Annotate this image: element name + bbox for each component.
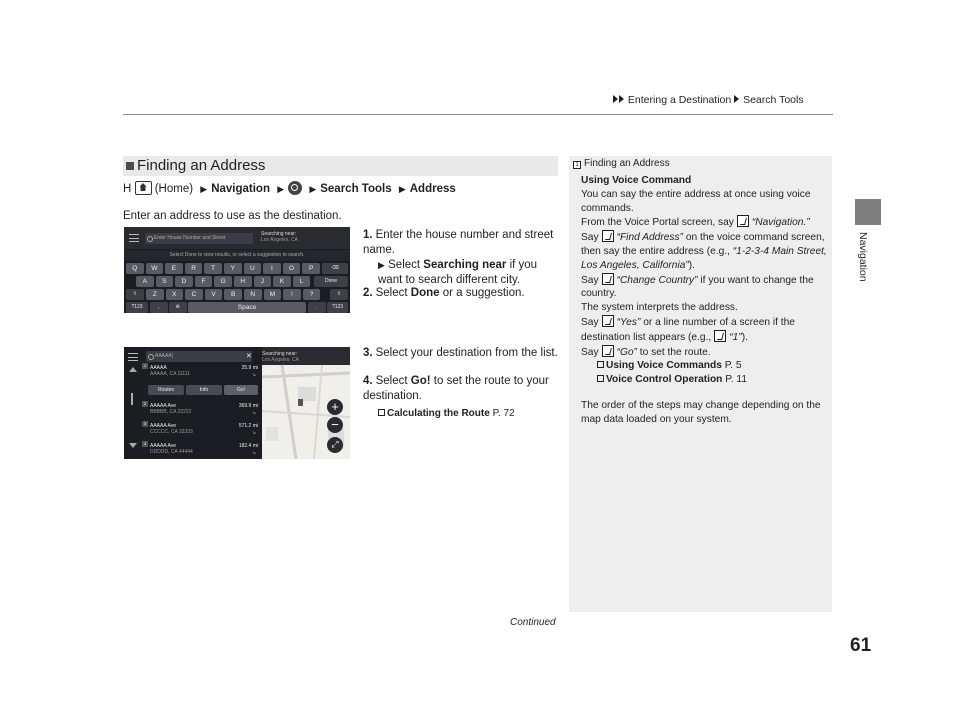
key-r[interactable]: R <box>185 263 203 274</box>
voice-phrase: “1-2-3-4 Main Street, Los Angeles, California” <box>581 245 827 271</box>
note-text: if you want to change the country. <box>581 274 814 300</box>
section-heading <box>123 156 558 176</box>
home-icon <box>135 181 152 195</box>
result-address: DDDDD, CA 44444 <box>150 449 193 455</box>
reference-icon <box>378 409 385 416</box>
result-name: AAAAA Ave <box>150 403 177 409</box>
shift-key[interactable]: ⇧ <box>330 289 348 300</box>
voice-command-icon <box>602 315 614 327</box>
reference-page: P. 72 <box>492 408 515 419</box>
space-key[interactable]: Space <box>188 302 306 313</box>
symbols-key[interactable]: ?123 <box>126 302 148 313</box>
key-exclamation[interactable]: ! <box>283 289 301 300</box>
header-rule <box>123 114 833 115</box>
substep-post: if you want to search different city. <box>378 259 538 286</box>
step-post: or a suggestion. <box>442 287 525 299</box>
direction-arrow-icon: ↘ <box>251 430 256 436</box>
step-number: 3. <box>363 347 373 359</box>
language-key[interactable]: ⊕ <box>169 302 187 313</box>
substep-pre: Select <box>388 259 421 271</box>
searching-near-city: Los Angeles, CA <box>262 357 299 363</box>
triangle-bullet-icon <box>619 95 624 103</box>
note-text: ). <box>688 259 696 271</box>
step-option: Done <box>410 287 440 299</box>
page-number: 61 <box>850 635 872 656</box>
key-question[interactable]: ? <box>303 289 321 300</box>
fullscreen-icon[interactable]: ⤢ <box>327 437 343 453</box>
arrow-icon: ▶ <box>398 184 406 194</box>
scroll-up-icon[interactable] <box>129 367 137 372</box>
triangle-bullet-icon <box>734 95 739 103</box>
shift-key[interactable]: ⇧ <box>126 289 144 300</box>
substep-option: Searching near <box>423 259 507 271</box>
cross-reference[interactable] <box>581 373 831 387</box>
searching-near-label: Searching near: <box>261 231 297 237</box>
voice-phrase: “Change Country” <box>616 274 698 286</box>
results-scroll-rail <box>124 347 140 459</box>
step-substep <box>363 258 558 288</box>
backspace-key[interactable]: ⌫ <box>322 263 348 274</box>
note-text: Say <box>581 346 599 358</box>
direction-arrow-icon: ↘ <box>251 410 256 416</box>
voice-command-icon <box>737 215 749 227</box>
key-p[interactable]: P <box>302 263 320 274</box>
key-y[interactable]: Y <box>224 263 242 274</box>
result-distance: 182.4 mi <box>238 443 258 449</box>
step-text: Enter the house number and street name. <box>363 229 554 256</box>
cross-reference[interactable] <box>363 406 558 421</box>
reference-title: Calculating the Route <box>387 408 490 419</box>
triangle-bullet-icon <box>613 95 618 103</box>
reference-icon <box>597 375 604 382</box>
note-text: to set the route. <box>639 346 711 358</box>
voice-command-icon <box>602 345 614 357</box>
note-subhead: Using Voice Command <box>581 175 692 186</box>
key-l[interactable]: L <box>293 276 311 287</box>
result-name: AAAAA Ave <box>150 443 177 449</box>
period-key[interactable]: . <box>308 302 326 313</box>
go-button[interactable]: Go! <box>224 385 258 395</box>
key-j[interactable]: J <box>254 276 272 287</box>
note-text: Say <box>581 274 599 286</box>
result-number: 4 <box>143 441 147 446</box>
direction-arrow-icon: ↘ <box>251 372 256 378</box>
scrollbar-thumb[interactable] <box>131 393 133 405</box>
searching-near-button[interactable] <box>261 231 298 243</box>
arrow-icon: ▶ <box>378 260 385 270</box>
key-o[interactable]: O <box>283 263 301 274</box>
routes-button[interactable]: Routes <box>148 385 184 395</box>
step-post: to set the route to your destination. <box>363 375 549 402</box>
key-s[interactable]: S <box>156 276 174 287</box>
note-paragraph <box>581 215 831 230</box>
note-text: on the voice command screen, then say the entire address (e.g., <box>581 232 825 257</box>
step-2 <box>363 286 558 301</box>
map-view[interactable] <box>262 347 350 459</box>
list-item[interactable] <box>150 423 258 435</box>
step-number: 2. <box>363 287 373 299</box>
searching-near-button[interactable] <box>262 351 299 363</box>
results-list <box>140 363 262 459</box>
result-distance: 25.9 mi <box>241 365 258 371</box>
key-m[interactable]: M <box>264 289 282 300</box>
key-k[interactable]: K <box>273 276 291 287</box>
step-pre: Select <box>375 375 408 387</box>
result-address: CCCCC, CA 33333 <box>150 429 193 435</box>
result-address: BBBBB, CA 22222 <box>150 409 192 415</box>
menu-path <box>123 181 456 195</box>
keyboard-hint: Select Done to view results, or select a suggestion to search. <box>124 250 350 261</box>
direction-arrow-icon: ↘ <box>251 450 256 456</box>
key-t[interactable]: T <box>204 263 222 274</box>
path-navigation: Navigation <box>211 183 270 195</box>
chapter-label: Navigation <box>857 232 869 282</box>
continued-label: Continued <box>510 617 556 628</box>
key-u[interactable]: U <box>244 263 262 274</box>
voice-phrase: “Go” <box>616 346 637 358</box>
result-address: AAAAA, CA 11111 <box>150 371 190 377</box>
key-q[interactable]: Q <box>126 263 144 274</box>
clear-icon[interactable]: ✕ <box>246 353 252 360</box>
menu-icon[interactable] <box>129 234 139 242</box>
note-text: Say <box>581 232 599 244</box>
voice-phrase: “Yes” <box>616 316 641 328</box>
result-distance: 369.9 mi <box>238 403 258 409</box>
key-f[interactable]: F <box>195 276 213 287</box>
reference-title: Using Voice Commands <box>606 360 722 372</box>
voice-command-icon <box>602 273 614 285</box>
note-text: ). <box>741 331 748 343</box>
result-number: 3 <box>143 421 147 426</box>
key-g[interactable]: G <box>214 276 232 287</box>
voice-command-icon <box>714 330 726 342</box>
key-e[interactable]: E <box>165 263 183 274</box>
breadcrumb <box>613 94 804 106</box>
note-paragraph: The order of the steps may change depending on the map data loaded on your system. <box>581 399 821 425</box>
reference-page: P. 11 <box>725 374 747 386</box>
note-paragraph: The system interprets the address. <box>581 302 738 314</box>
key-i[interactable]: I <box>263 263 281 274</box>
result-name: AAAAA <box>150 365 167 371</box>
step-1 <box>363 228 558 288</box>
key-v[interactable]: V <box>205 289 223 300</box>
step-text: Select your destination from the list. <box>375 347 558 359</box>
scroll-down-icon[interactable] <box>129 443 137 448</box>
breadcrumb-item: Search Tools <box>743 94 804 106</box>
info-button[interactable]: Info <box>186 385 222 395</box>
key-b[interactable]: B <box>224 289 242 300</box>
search-input[interactable]: AAAAA| <box>146 351 252 362</box>
search-icon <box>288 181 302 195</box>
square-bullet-icon <box>126 162 134 170</box>
voice-phrase: “Navigation.” <box>751 217 810 229</box>
search-input[interactable]: Enter House Number and Street <box>145 233 253 244</box>
breadcrumb-item: Entering a Destination <box>627 94 732 106</box>
list-item[interactable] <box>150 443 258 455</box>
step-pre: Select <box>375 287 408 299</box>
note-panel <box>569 156 832 612</box>
note-paragraph: You can say the entire address at once using voice commands. <box>581 188 811 214</box>
path-search-tools: Search Tools <box>320 183 392 195</box>
symbols-key[interactable]: ?123 <box>327 302 348 313</box>
key-d[interactable]: D <box>175 276 193 287</box>
step-number: 1. <box>363 229 373 241</box>
note-text: From the Voice Portal screen, say <box>581 217 734 229</box>
list-item[interactable] <box>150 403 258 415</box>
path-address: Address <box>409 183 456 195</box>
voice-command-icon <box>602 230 614 242</box>
result-distance: 571.2 mi <box>238 423 258 429</box>
menu-icon[interactable] <box>128 353 138 361</box>
key-z[interactable]: Z <box>146 289 164 300</box>
arrow-icon: ▶ <box>309 184 317 194</box>
reference-icon <box>597 361 604 368</box>
section-title: Finding an Address <box>137 157 266 174</box>
results-screen <box>124 347 350 459</box>
key-c[interactable]: C <box>185 289 203 300</box>
searching-near-city: Los Angeles, CA <box>261 237 298 243</box>
key-a[interactable]: A <box>136 276 154 287</box>
zoom-out-button[interactable]: − <box>327 417 343 433</box>
comma-key[interactable]: , <box>150 302 168 313</box>
voice-phrase: “1” <box>729 331 742 343</box>
note-text: Say <box>581 316 599 328</box>
zoom-in-button[interactable]: + <box>327 399 343 415</box>
step-3 <box>363 346 558 361</box>
result-name: AAAAA Ave <box>150 423 177 429</box>
intro-text: Enter an address to use as the destination. <box>123 210 342 222</box>
reference-page: P. 5 <box>724 360 742 372</box>
key-x[interactable]: X <box>166 289 184 300</box>
searching-near-label: Searching near: <box>262 351 298 357</box>
keyboard <box>124 263 350 313</box>
reference-title: Voice Control Operation <box>606 374 723 386</box>
address-entry-screen <box>124 227 350 313</box>
chapter-tab <box>855 199 881 225</box>
home-label: (Home) <box>154 183 194 195</box>
map-marker-icon <box>298 399 303 406</box>
note-heading <box>573 158 670 169</box>
note-number-icon: 1 <box>573 161 581 169</box>
search-bar <box>124 227 350 249</box>
arrow-icon: ▶ <box>200 184 208 194</box>
result-number: 2 <box>143 401 147 406</box>
done-button[interactable]: Done <box>314 276 348 287</box>
note-body <box>581 174 831 427</box>
key-n[interactable]: N <box>244 289 262 300</box>
note-title: Finding an Address <box>584 158 670 169</box>
step-4 <box>363 374 558 421</box>
note-text: or a line number of a screen if the destination list appears (e.g., <box>581 316 795 343</box>
note-paragraph <box>581 273 831 302</box>
result-number: 1 <box>143 363 147 368</box>
note-paragraph <box>581 315 831 345</box>
step-number: 4. <box>363 375 373 387</box>
key-w[interactable]: W <box>146 263 164 274</box>
key-h[interactable]: H <box>234 276 252 287</box>
home-key-label: H <box>123 183 132 195</box>
note-paragraph <box>581 345 831 360</box>
step-option: Go! <box>410 375 431 387</box>
voice-phrase: “Find Address” <box>616 232 683 244</box>
note-paragraph <box>581 230 831 272</box>
cross-reference[interactable] <box>581 359 831 373</box>
arrow-icon: ▶ <box>277 184 285 194</box>
list-item[interactable] <box>150 365 258 377</box>
